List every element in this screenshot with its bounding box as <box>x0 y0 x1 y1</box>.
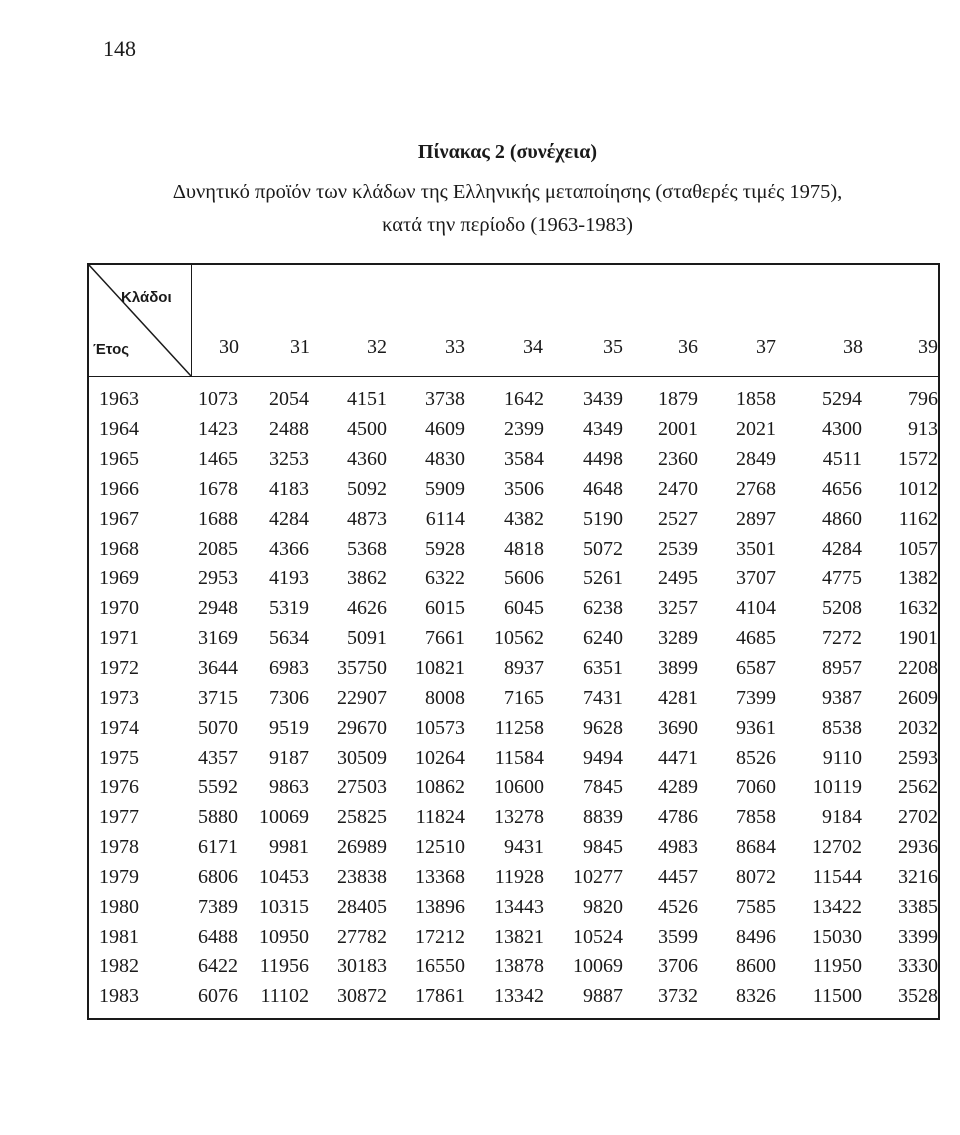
value-cell: 4626 <box>347 597 387 620</box>
value-cell: 11950 <box>812 955 862 978</box>
value-cell: 4511 <box>822 448 862 471</box>
value-cell: 3501 <box>736 537 776 560</box>
value-cell: 9187 <box>269 746 309 769</box>
value-cell: 30183 <box>337 955 387 978</box>
value-cell: 25825 <box>337 806 387 829</box>
value-cell: 4526 <box>658 895 698 918</box>
value-cell: 4457 <box>658 865 698 888</box>
value-cell: 5634 <box>269 627 309 650</box>
value-cell: 17861 <box>415 985 465 1008</box>
value-cell: 4818 <box>504 537 544 560</box>
year-cell: 1971 <box>99 627 139 650</box>
value-cell: 3330 <box>898 955 938 978</box>
value-cell: 13878 <box>494 955 544 978</box>
value-cell: 7585 <box>736 895 776 918</box>
value-cell: 1688 <box>198 507 238 530</box>
value-cell: 5091 <box>347 627 387 650</box>
value-cell: 2527 <box>658 507 698 530</box>
value-cell: 5261 <box>583 567 623 590</box>
header-rule <box>89 376 938 377</box>
year-cell: 1963 <box>99 388 139 411</box>
value-cell: 1073 <box>198 388 238 411</box>
year-cell: 1977 <box>99 806 139 829</box>
value-cell: 6238 <box>583 597 623 620</box>
column-header: 35 <box>603 336 623 358</box>
value-cell: 1858 <box>736 388 776 411</box>
value-cell: 4284 <box>822 537 862 560</box>
value-cell: 7399 <box>736 686 776 709</box>
value-cell: 4498 <box>583 448 623 471</box>
value-cell: 15030 <box>812 925 862 948</box>
value-cell: 7306 <box>269 686 309 709</box>
value-cell: 2495 <box>658 567 698 590</box>
value-cell: 2539 <box>658 537 698 560</box>
value-cell: 4357 <box>198 746 238 769</box>
table-body <box>89 385 938 1012</box>
year-cell: 1965 <box>99 448 139 471</box>
value-cell: 11928 <box>494 865 544 888</box>
value-cell: 5294 <box>822 388 862 411</box>
value-cell: 2849 <box>736 448 776 471</box>
value-cell: 2085 <box>198 537 238 560</box>
page-number: 148 <box>103 36 136 61</box>
year-cell: 1973 <box>99 686 139 709</box>
value-cell: 9981 <box>269 836 309 859</box>
value-cell: 13368 <box>415 865 465 888</box>
value-cell: 6488 <box>198 925 238 948</box>
value-cell: 4685 <box>736 627 776 650</box>
table-row <box>89 504 938 534</box>
value-cell: 7272 <box>822 627 862 650</box>
value-cell: 8526 <box>736 746 776 769</box>
value-cell: 3169 <box>198 627 238 650</box>
value-cell: 10562 <box>494 627 544 650</box>
value-cell: 2562 <box>898 776 938 799</box>
value-cell: 2593 <box>898 746 938 769</box>
value-cell: 6045 <box>504 597 544 620</box>
table-row <box>89 803 938 833</box>
value-cell: 4873 <box>347 507 387 530</box>
table-row <box>89 415 938 445</box>
value-cell: 5070 <box>198 716 238 739</box>
value-cell: 13896 <box>415 895 465 918</box>
value-cell: 9361 <box>736 716 776 739</box>
value-cell: 10119 <box>812 776 862 799</box>
value-cell: 4500 <box>347 418 387 441</box>
value-cell: 1057 <box>898 537 938 560</box>
value-cell: 9820 <box>583 895 623 918</box>
year-cell: 1969 <box>99 567 139 590</box>
value-cell: 6351 <box>583 657 623 680</box>
value-cell: 11102 <box>260 985 309 1008</box>
data-table-frame <box>87 263 940 1020</box>
value-cell: 8326 <box>736 985 776 1008</box>
value-cell: 2936 <box>898 836 938 859</box>
corner-label-year: Έτος <box>93 341 130 358</box>
value-cell: 3257 <box>658 597 698 620</box>
value-cell: 4151 <box>347 388 387 411</box>
value-cell: 4775 <box>822 567 862 590</box>
table-subtitle-line-1: Δυνητικό προϊόν των κλάδων της Ελληνικής μεταποίησης (σταθερές τιμές 1975), <box>172 181 843 203</box>
value-cell: 6322 <box>425 567 465 590</box>
table-row <box>89 624 938 654</box>
year-cell: 1982 <box>99 955 139 978</box>
value-cell: 1423 <box>198 418 238 441</box>
year-cell: 1980 <box>99 895 139 918</box>
value-cell: 2470 <box>658 477 698 500</box>
value-cell: 2032 <box>898 716 938 739</box>
value-cell: 7661 <box>425 627 465 650</box>
value-cell: 13278 <box>494 806 544 829</box>
value-cell: 2948 <box>198 597 238 620</box>
value-cell: 8072 <box>736 865 776 888</box>
value-cell: 6171 <box>198 836 238 859</box>
value-cell: 3707 <box>736 567 776 590</box>
table-row <box>89 952 938 982</box>
value-cell: 29670 <box>337 716 387 739</box>
value-cell: 6240 <box>583 627 623 650</box>
value-cell: 7858 <box>736 806 776 829</box>
table-row <box>89 475 938 505</box>
year-cell: 1975 <box>99 746 139 769</box>
value-cell: 10264 <box>415 746 465 769</box>
column-header: 39 <box>918 336 938 358</box>
table-row <box>89 385 938 415</box>
value-cell: 3584 <box>504 448 544 471</box>
value-cell: 10524 <box>573 925 623 948</box>
value-cell: 1382 <box>898 567 938 590</box>
value-cell: 2768 <box>736 477 776 500</box>
value-cell: 8839 <box>583 806 623 829</box>
value-cell: 3715 <box>198 686 238 709</box>
value-cell: 4193 <box>269 567 309 590</box>
value-cell: 9494 <box>583 746 623 769</box>
column-header: 34 <box>523 336 543 358</box>
value-cell: 26989 <box>337 836 387 859</box>
value-cell: 6114 <box>425 507 465 530</box>
value-cell: 4983 <box>658 836 698 859</box>
year-cell: 1978 <box>99 836 139 859</box>
value-cell: 11956 <box>259 955 309 978</box>
value-cell: 28405 <box>337 895 387 918</box>
value-cell: 3216 <box>898 865 938 888</box>
value-cell: 4300 <box>822 418 862 441</box>
value-cell: 2702 <box>898 806 938 829</box>
value-cell: 2609 <box>898 686 938 709</box>
value-cell: 6015 <box>425 597 465 620</box>
value-cell: 1465 <box>198 448 238 471</box>
year-cell: 1979 <box>99 865 139 888</box>
value-cell: 9519 <box>269 716 309 739</box>
value-cell: 11500 <box>812 985 862 1008</box>
value-cell: 1012 <box>898 477 938 500</box>
table-row <box>89 683 938 713</box>
table-row <box>89 743 938 773</box>
value-cell: 2399 <box>504 418 544 441</box>
value-cell: 9628 <box>583 716 623 739</box>
value-cell: 35750 <box>337 657 387 680</box>
value-cell: 5072 <box>583 537 623 560</box>
value-cell: 6422 <box>198 955 238 978</box>
column-header: 38 <box>843 336 863 358</box>
value-cell: 30509 <box>337 746 387 769</box>
value-cell: 1879 <box>658 388 698 411</box>
table-row <box>89 863 938 893</box>
value-cell: 6587 <box>736 657 776 680</box>
year-cell: 1976 <box>99 776 139 799</box>
value-cell: 3439 <box>583 388 623 411</box>
value-cell: 3385 <box>898 895 938 918</box>
table-title: Πίνακας 2 (συνέχεια) <box>417 141 598 163</box>
value-cell: 4656 <box>822 477 862 500</box>
value-cell: 8496 <box>736 925 776 948</box>
value-cell: 9110 <box>822 746 862 769</box>
value-cell: 796 <box>908 388 938 411</box>
corner-label-branches: Κλάδοι <box>121 289 172 306</box>
value-cell: 4284 <box>269 507 309 530</box>
value-cell: 16550 <box>415 955 465 978</box>
table-subtitle-line-2: κατά την περίοδο (1963-1983) <box>382 214 633 236</box>
table-row <box>89 534 938 564</box>
value-cell: 12702 <box>812 836 862 859</box>
value-cell: 13342 <box>494 985 544 1008</box>
value-cell: 3862 <box>347 567 387 590</box>
table-row <box>89 982 938 1012</box>
column-header: 32 <box>367 336 387 358</box>
value-cell: 4860 <box>822 507 862 530</box>
value-cell: 7845 <box>583 776 623 799</box>
table-row <box>89 654 938 684</box>
value-cell: 10453 <box>259 865 309 888</box>
value-cell: 5208 <box>822 597 862 620</box>
value-cell: 913 <box>908 418 938 441</box>
column-header: 36 <box>678 336 698 358</box>
value-cell: 10069 <box>259 806 309 829</box>
value-cell: 4349 <box>583 418 623 441</box>
value-cell: 4183 <box>269 477 309 500</box>
value-cell: 8600 <box>736 955 776 978</box>
value-cell: 10069 <box>573 955 623 978</box>
value-cell: 7060 <box>736 776 776 799</box>
value-cell: 27782 <box>337 925 387 948</box>
value-cell: 23838 <box>337 865 387 888</box>
value-cell: 7165 <box>504 686 544 709</box>
value-cell: 10821 <box>415 657 465 680</box>
value-cell: 4104 <box>736 597 776 620</box>
value-cell: 12510 <box>415 836 465 859</box>
value-cell: 2001 <box>658 418 698 441</box>
column-header: 31 <box>290 336 310 358</box>
value-cell: 8008 <box>425 686 465 709</box>
value-cell: 9184 <box>822 806 862 829</box>
table-row <box>89 564 938 594</box>
value-cell: 2488 <box>269 418 309 441</box>
value-cell: 5092 <box>347 477 387 500</box>
value-cell: 9431 <box>504 836 544 859</box>
value-cell: 3690 <box>658 716 698 739</box>
value-cell: 13821 <box>494 925 544 948</box>
value-cell: 9845 <box>583 836 623 859</box>
value-cell: 4289 <box>658 776 698 799</box>
value-cell: 27503 <box>337 776 387 799</box>
value-cell: 3732 <box>658 985 698 1008</box>
value-cell: 4382 <box>504 507 544 530</box>
table-row <box>89 773 938 803</box>
table-row <box>89 594 938 624</box>
value-cell: 2021 <box>736 418 776 441</box>
table-row <box>89 833 938 863</box>
value-cell: 30872 <box>337 985 387 1008</box>
value-cell: 7389 <box>198 895 238 918</box>
value-cell: 9887 <box>583 985 623 1008</box>
value-cell: 22907 <box>337 686 387 709</box>
value-cell: 1678 <box>198 477 238 500</box>
value-cell: 2897 <box>736 507 776 530</box>
value-cell: 4471 <box>658 746 698 769</box>
value-cell: 3738 <box>425 388 465 411</box>
year-cell: 1968 <box>99 537 139 560</box>
year-cell: 1974 <box>99 716 139 739</box>
value-cell: 4648 <box>583 477 623 500</box>
value-cell: 9387 <box>822 686 862 709</box>
value-cell: 10277 <box>573 865 623 888</box>
value-cell: 11824 <box>415 806 465 829</box>
value-cell: 11258 <box>494 716 544 739</box>
table-row <box>89 892 938 922</box>
value-cell: 2360 <box>658 448 698 471</box>
table-row <box>89 922 938 952</box>
year-cell: 1972 <box>99 657 139 680</box>
value-cell: 3289 <box>658 627 698 650</box>
data-table <box>89 385 938 1012</box>
value-cell: 7431 <box>583 686 623 709</box>
value-cell: 2208 <box>898 657 938 680</box>
value-cell: 4281 <box>658 686 698 709</box>
value-cell: 1572 <box>898 448 938 471</box>
value-cell: 5606 <box>504 567 544 590</box>
value-cell: 3706 <box>658 955 698 978</box>
value-cell: 3399 <box>898 925 938 948</box>
value-cell: 10862 <box>415 776 465 799</box>
value-cell: 3899 <box>658 657 698 680</box>
year-cell: 1966 <box>99 477 139 500</box>
value-cell: 5909 <box>425 477 465 500</box>
value-cell: 5190 <box>583 507 623 530</box>
value-cell: 10573 <box>415 716 465 739</box>
value-cell: 8957 <box>822 657 862 680</box>
year-cell: 1981 <box>99 925 139 948</box>
value-cell: 3644 <box>198 657 238 680</box>
column-header: 30 <box>219 336 239 358</box>
value-cell: 17212 <box>415 925 465 948</box>
column-header: 37 <box>756 336 776 358</box>
value-cell: 8937 <box>504 657 544 680</box>
value-cell: 2054 <box>269 388 309 411</box>
value-cell: 10600 <box>494 776 544 799</box>
corner-diagonal <box>89 265 193 377</box>
value-cell: 5928 <box>425 537 465 560</box>
value-cell: 5592 <box>198 776 238 799</box>
value-cell: 5880 <box>198 806 238 829</box>
year-cell: 1967 <box>99 507 139 530</box>
value-cell: 8684 <box>736 836 776 859</box>
value-cell: 3528 <box>898 985 938 1008</box>
value-cell: 9863 <box>269 776 309 799</box>
value-cell: 5319 <box>269 597 309 620</box>
value-cell: 4786 <box>658 806 698 829</box>
value-cell: 13443 <box>494 895 544 918</box>
value-cell: 8538 <box>822 716 862 739</box>
year-cell: 1970 <box>99 597 139 620</box>
value-cell: 10950 <box>259 925 309 948</box>
value-cell: 1632 <box>898 597 938 620</box>
value-cell: 11544 <box>812 865 862 888</box>
value-cell: 3599 <box>658 925 698 948</box>
value-cell: 6983 <box>269 657 309 680</box>
value-cell: 1642 <box>504 388 544 411</box>
value-cell: 13422 <box>812 895 862 918</box>
value-cell: 4609 <box>425 418 465 441</box>
table-row <box>89 445 938 475</box>
value-cell: 6076 <box>198 985 238 1008</box>
value-cell: 11584 <box>494 746 544 769</box>
value-cell: 2953 <box>198 567 238 590</box>
value-cell: 6806 <box>198 865 238 888</box>
year-cell: 1983 <box>99 985 139 1008</box>
value-cell: 4830 <box>425 448 465 471</box>
value-cell: 1901 <box>898 627 938 650</box>
value-cell: 1162 <box>898 507 938 530</box>
value-cell: 4366 <box>269 537 309 560</box>
value-cell: 4360 <box>347 448 387 471</box>
value-cell: 3253 <box>269 448 309 471</box>
value-cell: 3506 <box>504 477 544 500</box>
value-cell: 5368 <box>347 537 387 560</box>
year-cell: 1964 <box>99 418 139 441</box>
value-cell: 10315 <box>259 895 309 918</box>
table-row <box>89 713 938 743</box>
column-header: 33 <box>445 336 465 358</box>
